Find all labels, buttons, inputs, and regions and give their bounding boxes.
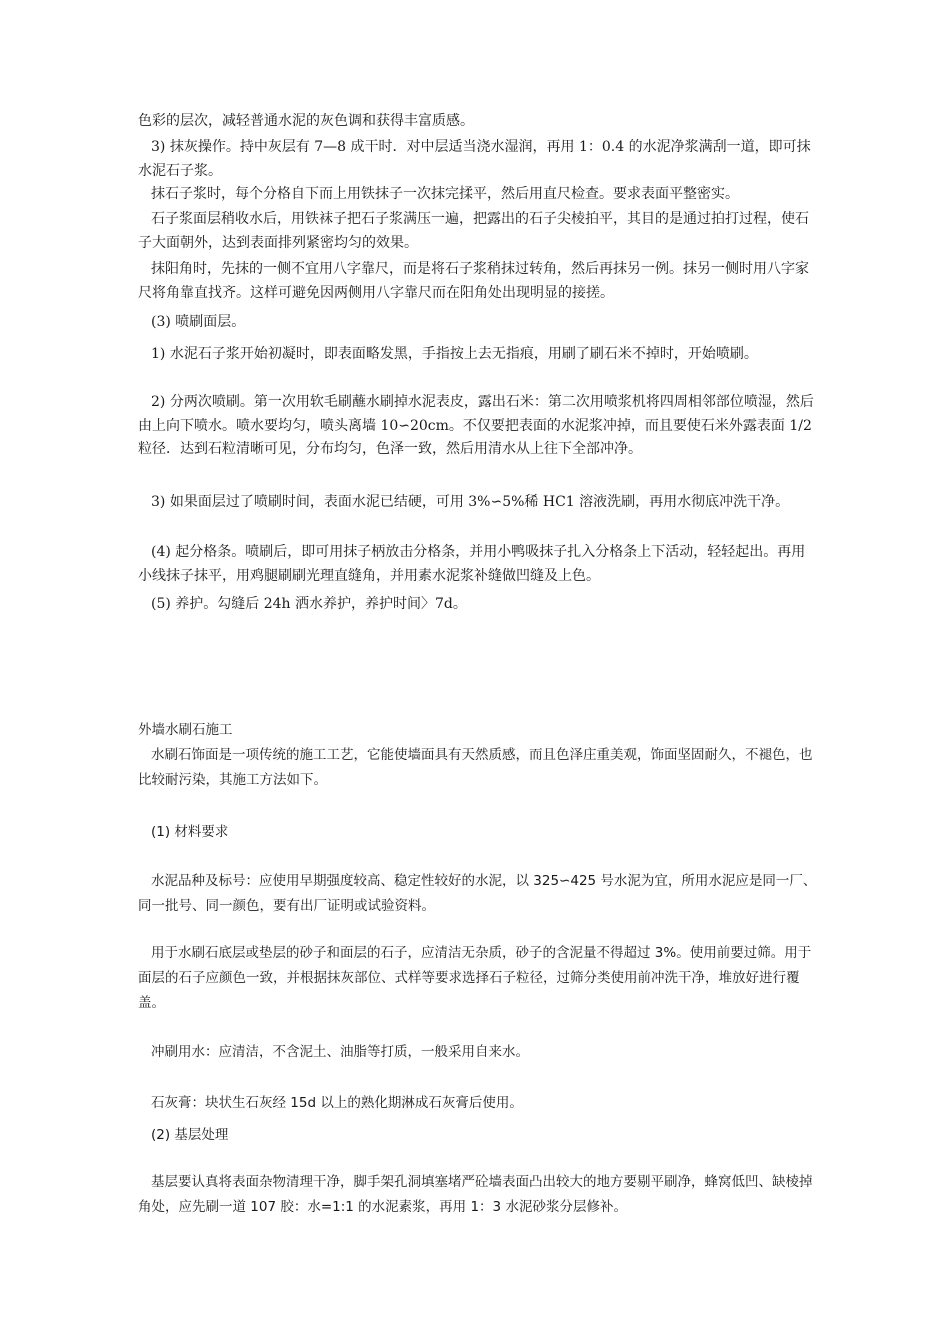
- paragraph: 抹石子浆时，每个分格自下而上用铁抹子一次抹完揉平，然后用直尺检查。要求表面平整密实。: [151, 186, 739, 202]
- paragraph: 水刷石饰面是一项传统的施工工艺，它能使墙面具有天然质感，而且色泽庄重美观，饰面坚固耐久，不褪色，也比较耐污染，其施工方法如下。: [138, 747, 813, 788]
- paragraph: 1) 水泥石子浆开始初凝时，即表面略发黑，手指按上去无指痕，用刷了刷石米不掉时，开始喷刷。: [151, 346, 758, 362]
- paragraph: 抹阳角时，先抹的一侧不宜用八字靠尺，而是将石子浆稍抹过转角，然后再抹另一例。抹另一侧时用八字家尺将角靠直找齐。这样可避免因两侧用八字靠尺而在阳角处出现明显的接搓。: [138, 261, 809, 301]
- paragraph: (4) 起分格条。喷刷后，即可用抹子柄放击分格条，并用小鸭吸抹子扎入分格条上下活动，轻轻起出。再用小线抹子抹平，用鸡腿刷刷光理直缝角，并用素水泥浆补缝做凹缝及上色。: [138, 544, 806, 584]
- paragraph: 色彩的层次，减轻普通水泥的灰色调和获得丰富质感。: [138, 113, 474, 129]
- section-title: 外墙水刷石施工: [138, 722, 233, 738]
- paragraph: 2) 分两次喷刷。第一次用软毛刷蘸水刷掉水泥表皮，露出石米：第二次用喷浆机将四周相邻部位喷湿，然后由上向下喷水。喷水要均匀，喷头离墙 10∽20cm。不仅要把表面的水泥浆冲掉，而且要使石米外露表面 1/2 粒径．达到石粒清晰可见，分布均匀，色泽一致，然后用清水从上往下全部冲净。: [138, 394, 814, 457]
- paragraph: 3) 抹灰操作。持中灰层有 7—8 成干时．对中层适当浇水湿润，再用 1：0.4 的水泥净浆满刮一道，即可抹水泥石子浆。: [138, 139, 811, 179]
- paragraph: 石子浆面层稍收水后，用铁袜子把石子浆满压一遍，把露出的石子尖棱拍平，其目的是通过拍打过程，使石子大面朝外，达到表面排列紧密均匀的效果。: [138, 211, 809, 251]
- paragraph: 水泥品种及标号：应使用早期强度较高、稳定性较好的水泥，以 325∽425 号水泥为宜，所用水泥应是同一厂、同一批号、同一颜色，要有出厂证明或试验资料。: [138, 873, 817, 914]
- section-heading: (2) 基层处理: [151, 1127, 229, 1143]
- paragraph: 冲刷用水：应清洁，不含泥土、油脂等打质，一般采用自来水。: [151, 1044, 529, 1060]
- section-heading: (3) 喷刷面层。: [151, 314, 246, 330]
- paragraph: 3) 如果面层过了喷刷时间，表面水泥已结硬，可用 3%∽5%稀 HC1 溶液洗刷，再用水彻底冲洗干净。: [151, 494, 790, 510]
- paragraph: (5) 养护。勾缝后 24h 洒水养护，养护时间〉7d。: [151, 596, 467, 612]
- paragraph: 基层要认真将表面杂物清理干净，脚手架孔洞填塞堵严砼墙表面凸出较大的地方要剔平刷净，蜂窝低凹、缺棱掉角处，应先刷一道 107 胶：水=1:1 的水泥素浆，再用 1：3 水泥砂浆分层修补。: [138, 1174, 813, 1215]
- paragraph: 用于水刷石底层或垫层的砂子和面层的石子，应清洁无杂质，砂子的含泥量不得超过 3%。使用前要过筛。用于面层的石子应颜色一致，并根据抹灰部位、式样等要求选择石子粒径，过筛分类使用前冲洗干净，堆放好进行覆盖。: [138, 945, 812, 1011]
- paragraph: 石灰膏：块状生石灰经 15d 以上的熟化期淋成石灰膏后使用。: [151, 1095, 523, 1111]
- section-heading: (1) 材料要求: [151, 824, 229, 840]
